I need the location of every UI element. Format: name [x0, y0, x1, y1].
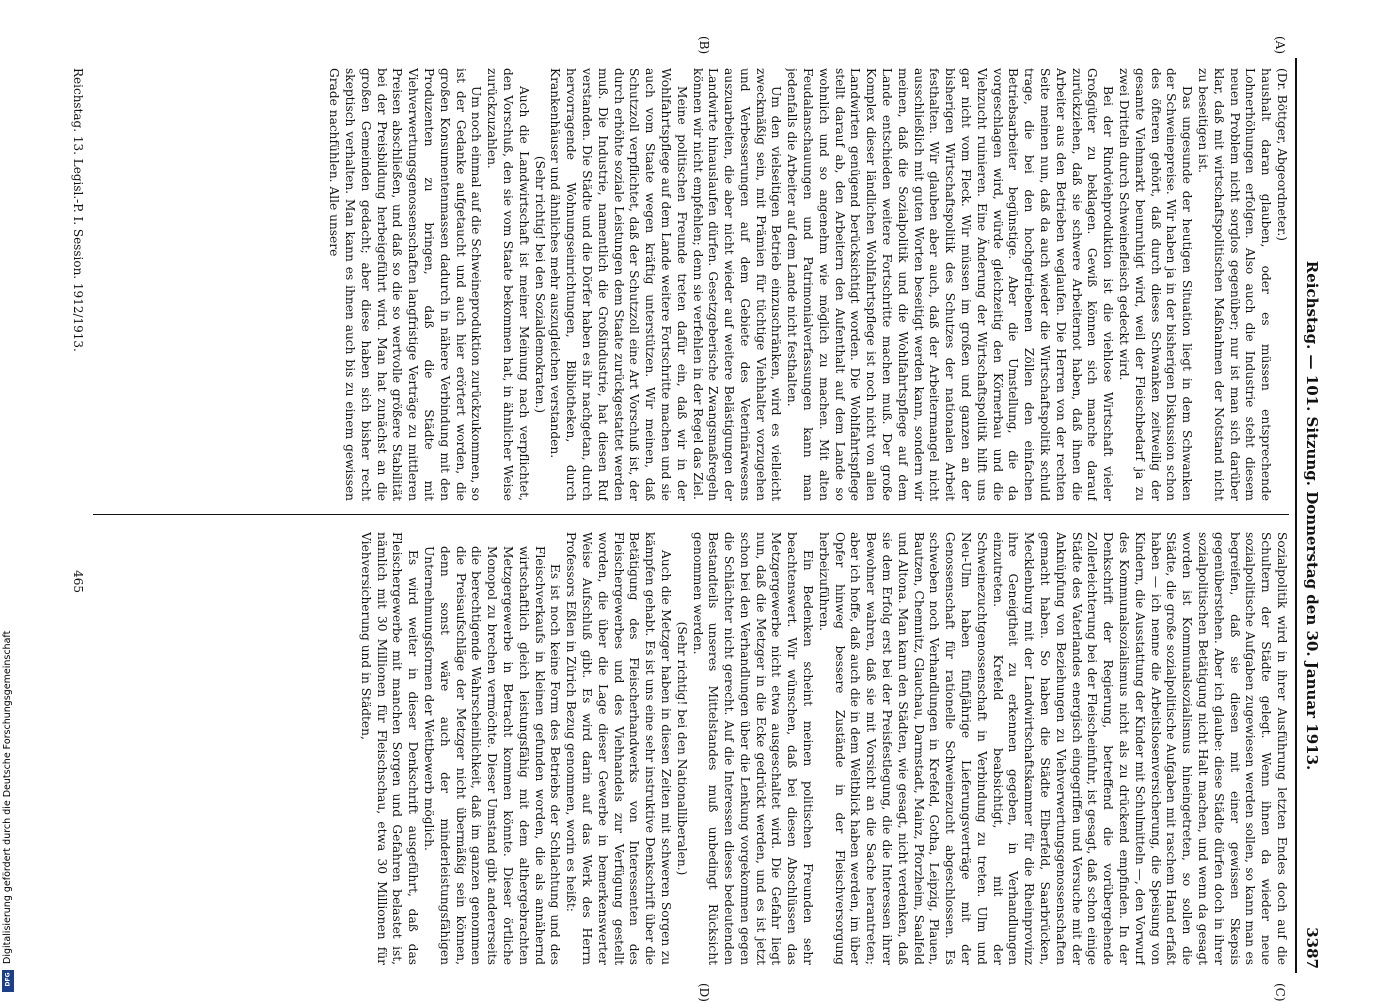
page-number: 3387 [1303, 927, 1321, 969]
quotation: Es ist noch keine Form des Betriebs der Schlachtung und des Fleischverkaufs in kleinen gefunden worden, die als annähernd wirtschaftlich gleich leistungsfähig mit dem althergebrachten Metzgergewerbe in Betracht kommen könnte. Dieser örtliche Monopol zu brechen vermöchte. Dieser Umstand gibt andererseits die berechtigende Wahrscheinlichkeit, daß im ganzen genommen die Preisaufschläge der Metzger nicht übermäßig sein können, denn sonst wäre auch der minderleistungsfähigen Unternehmungsformen der Wettbewerb möglich. [421, 546, 563, 965]
right-column [93, 532, 1289, 965]
header-rule [1295, 58, 1297, 973]
page-footer [69, 68, 87, 973]
dfg-logo [2, 970, 14, 992]
page-body [63, 36, 1323, 1002]
margin-marker-d: (D) [697, 983, 711, 1002]
dfg-logo-text: DFG [4, 972, 12, 987]
footer-session: Reichstag. 13. Legisl.-P. I. Session. 1912/1913. [71, 68, 85, 352]
paragraph: Ein Bedenken scheint meinen politischen Freunden sehr beachtenswert. Wir wünschen, daß bei diesen Abschlüssen das Metzgergewerbe nicht etwa ausgeschaltet wird. Die Gefahr liegt nun, daß die Metzger in die Ecke gedrückt werden, und es ist jetzt schon bei den Verhandlungen über die Lenkung vorgekommen gegen die Schlächter nicht gerecht. Auf die Interessen dieses bedeutenden Bestandteils unseres Mittelstandes muß unbedingt Rücksicht genommen werden. [690, 532, 816, 965]
margin-marker-c: (C) [1273, 983, 1287, 1002]
paragraph: Das ungesunde der heutigen Situation liegt in dem Schwanken der Schweinepreise. Wir haben ja in der bisherigen Diskussion schon des öfteren gehört, daß durch dieses Schwanken zeitweilig der gesamte Viehmarkt beunruhigt wird, weil der Fleischbedarf ja zu zwei Dritteln durch Schweinefleisch gedeckt wird. [1117, 68, 1195, 501]
header-title: Reichstag. — 101. Sitzung. Donnerstag den 30. Januar 1913. [1303, 260, 1321, 771]
interjection: (Sehr richtig! bei den Sozialdemokraten.) [532, 155, 547, 414]
left-column [93, 68, 1289, 501]
paragraph: Sozialpolitik wird in ihrer Ausführung letzten Endes doch auf die Schultern der Städte gelegt. Wenn ihnen da wieder neue sozialpolitische Aufgaben zugewiesen werden sollen, so kann man es begreifen, daß sie diesen mit einer gewissen Skepsis gegenüberstehen. Aber ich glaube: diese Städte dürfen doch in ihrer sozialpolitischen Betätigung nicht Halt machen, und wenn da gesagt worden ist Kommunalsozialismus hineingetreten, so sollen die Städte, die große sozialpolitische Aufgaben mit raschem Hand erfaßt haben — ich nenne die Arbeitslosenversicherung, die Speisung von Kindern, die Ausstattung der Kinder mit Schulmitteln —, den Vorwurf des Kommunalsozialismus nicht als zu drückend empfinden. In der Denkschrift der Regierung, betreffend die vorübergehende Zollerleichterung bei der Fleischeinfuhr, ist gesagt, daß schon einige Städte des Vaterlandes energisch eingegriffen und Versuche mit der Anknüpfung von Beziehungen zu Viehverwertungsgenossenschaften gemacht haben. So haben die Städte Elberfeld, Saarbrücken, Mecklenburg mit der Landwirtschaftskammer für die Rheinprovinz ihre Geneigtheit zu erkennen gegeben, in Verhandlungen einzutreten. Krefeld beabsichtigt, mit der Schweinezuchtgenossenschaft in Verbindung zu treten. Ulm und Neu-Ulm haben fünfjährige Lieferungsverträge mit der Genossenschaft für rationelle Schweinezucht abgeschlossen. Es schweben noch Verhandlungen in Krefeld, Gotha, Leipzig, Plauen, Bautzen, Chemnitz, Glauchau, Darmstadt, Mainz, Pforzheim, Saalfeld und Altona. Man kann den Städten, wie gesagt, nicht verdenken, daß sie dem Erfolg erst bei der Preisfestlegung, die die Interessen ihrer Bewohner wahren, daß sie mit Vorsicht an die Sache herantreten; aber ich hoffe, daß auch die in dem Weltblick haben werden, im über Opfer hinweg bessere Zustände in der Fleischversorgung herbeizuführen. [816, 532, 1289, 965]
paragraph: Bei der Rindviehproduktion ist die viehlose Wirtschaft vieler Großgüter zu beklagen. Gewiß können sich manche darauf zurückziehen, daß sie schwere Arbeiternot haben, daß ihnen die Arbeiter aus den Betrieben weglaufen. Die Herren von der rechten Seite meinen nun, daß da auch wieder die Wirtschaftspolitik schuld trage, die bei den hochgetriebenen Zöllen den einfachen Betriebsarbeiter begünstige. Aber die Umstellung, die da vorgeschlagen wird, würde gleichzeitig den Körnerbau und die Viehzucht ruinieren. Eine Änderung der Wirtschaftspolitik hilft uns gar nicht vom Fleck. Wir müssen im großen und ganzen an der bisherigen Wirtschaftspolitik des Schutzes der nationalen Arbeit festhalten. Wir glauben aber auch, daß der Arbeitermangel nicht ausschließlich mit guten Worten beseitigt werden kann, sondern wir meinen, daß die Sozialpolitik und die Wohlfahrtspflege auf dem Lande entschieden weitere Fortschritte machen muß. Der große Komplex dieser ländlichen Wohlfahrtspflege ist noch nicht von allen Landwirten genügend berücksichtigt worden. Die Wohlfahrtspflege stellt darauf ab, den Arbeitern den Aufenthalt auf dem Lande so wohnlich und so angenehm wie möglich zu machen. Mit alten Feudalanschauungen und Patrimonialverfassungen kann man jedenfalls die Arbeiter auf dem Lande nicht festhalten. [785, 68, 1116, 501]
speaker-label: (Dr. Böttger, Abgeordneter.) [1275, 68, 1289, 241]
dfg-side-note [2, 604, 14, 994]
dfg-funding-note: Digitalisierung gefördert durch die Deutsche Forschungsgemeinschaft [2, 630, 13, 964]
paragraph: haushalt daran glauben, oder es müssen entsprechende Lohnerhöhungen erfolgen. Also auch die Industrie steht diesem neuen Problem nicht sorglos gegenüber; nur ist man sich darüber klar, daß mit wirtschaftspolitischen Maßnahmen der Notstand nicht zu beseitigen ist. [1196, 68, 1274, 501]
paragraph: Auch die Metzger haben in diesen Zeiten mit schweren Sorgen zu kämpfen gehabt. Es ist uns eine sehr instruktive Denkschrift über die Betätigung des Fleischerhandwerks von Interessenten des Fleischergewerbes und des Viehhandels zur Verfügung gestellt worden, die über die Lage dieser Gewerbe in bemerkenswerter Weise Aufschluß gibt. Es wird darin auf das Werk des Herrn Professors Eßlen in Zürich Bezug genommen, worin es heißt: [564, 532, 673, 965]
paragraph: Um noch einmal auf die Schweineproduktion zurückzukommen, so ist der Gedanke aufgetaucht und auch hier erörtert worden, die großen Konsumentenmassen dadurch in nähere Verbindung mit den Produzenten zu bringen, daß die Städte mit Viehverwertungsgenossenschaften langfristige Verträge zu mittleren Preisen abschließen, und daß so die so wertvolle größere Stabilität bei der Preisbildung herbeigeführt wird. Man hat zunächst an die großen Gemeinden gedacht; aber diese haben sich bisher recht skeptisch verhalten. Man kann es ihnen auch bis zu einem gewissen Grade nachfühlen. Alle unsere [327, 68, 484, 501]
paragraph: Um den vielseitigen Betrieb einzuschränken, wird es vielleicht zweckmäßig sein, mit Prämien für tüchtige Viehhalter vorzugehen und Verbesserungen auf dem Gebiete des Veterinärwesens auszuarbeiten, die aber nicht wieder auf weitere Belästigungen der Landwirte hinauslaufen dürfen. Gesetzgeberische Zwangsmaßregeln können wir nicht empfehlen; denn sie verfehlen in der Regel das Ziel. [690, 68, 784, 501]
paragraph: Meine politischen Freunde treten dafür ein, daß wir in der Wohlfahrtspflege auf dem Lande weitere Fortschritte machen und sie auch vom Staate wegen kräftig unterstützen. Wir meinen, daß Schutzzoll verpflichtet, daß der Schutzzoll eine Art Vorschuß ist, der durch erhöhte soziale Leistungen dem Staate zurückgestattet werden muß. Die Industrie, namentlich die Großindustrie, hat diesen Ruf verstanden. Die Städte und die Dörfer haben es ihr nachgetan, durch hervorragende Wohnungseinrichtungen, Bibliotheken, durch Krankenhäuser und ähnliches mehr auszugleichen verstanden. [548, 68, 689, 501]
interjection: (Sehr richtig! bei den Nationalliberalen.) [674, 621, 689, 876]
paragraph: Auch die Landwirtschaft ist meiner Meinung nach verpflichtet, den Vorschuß, den sie vom Staate bekommen hat, in ähnlicher Weise zurückzuzahlen. [485, 68, 531, 501]
margin-marker-b: (B) [697, 36, 711, 55]
footer-page-number: 465 [71, 570, 85, 593]
margin-marker-a: (A) [1273, 36, 1287, 55]
page-header [1301, 58, 1323, 973]
paragraph: Es wird weiter in dieser Denkschrift ausgeführt, daß das Fleischergewerbe mit manchen Sorgen und Gefahren belastet ist, nämlich mit 30 Millionen für Fleischschau, etwa 30 Millionen für Viehversicherung und in Städten, [358, 532, 421, 965]
column-divider [93, 514, 1289, 515]
